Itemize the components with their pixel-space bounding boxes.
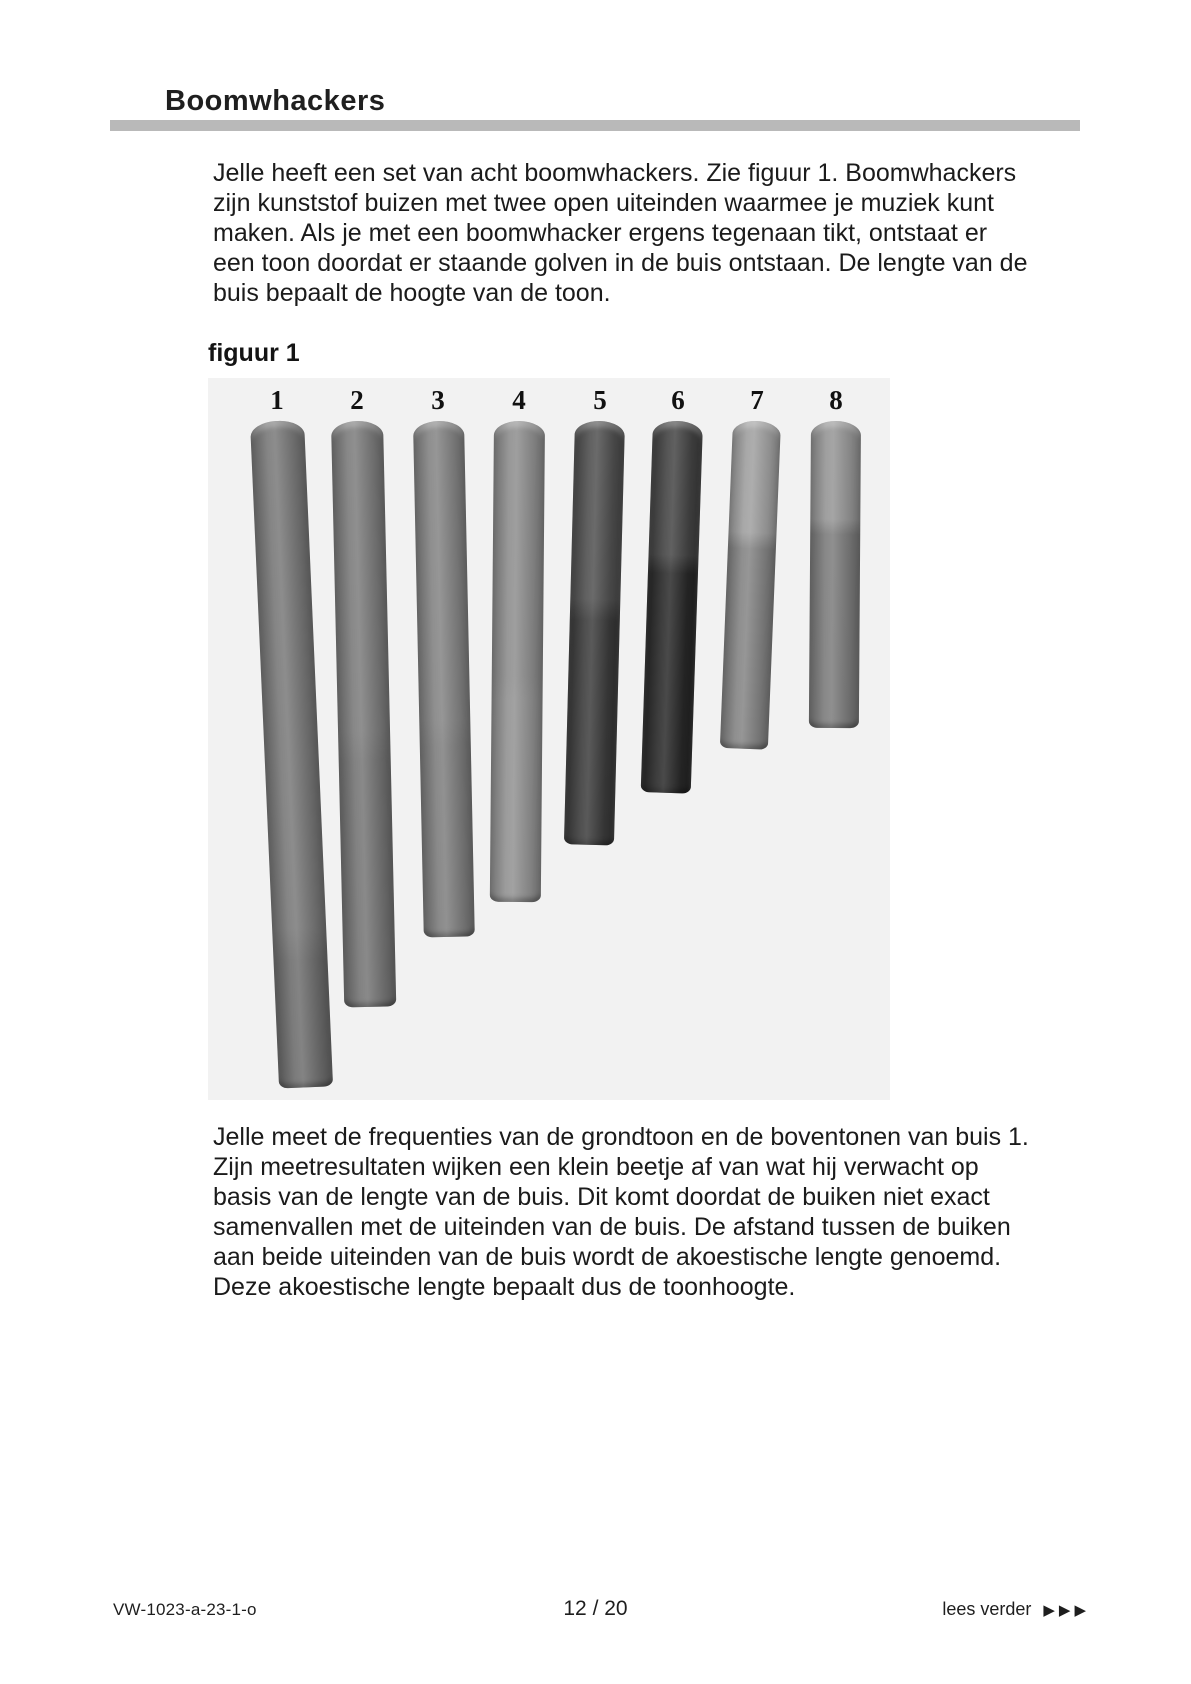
page-title: Boomwhackers [165,85,386,117]
tube-label-7: 7 [750,385,764,415]
intro-line: Jelle heeft een set van acht boomwhackers. Zie figuur 1. Boomwhackers [213,159,1017,187]
boomwhacker-tube-4 [489,421,544,902]
forward-arrows-icon: ▶▶▶ [1043,1602,1090,1619]
boomwhacker-tube-1 [250,420,333,1089]
body-paragraph [213,1122,1043,1302]
intro-line: buis bepaalt de hoogte van de toon. [213,279,611,307]
tube-label-1: 1 [270,385,284,415]
figure-1-boomwhackers-photo [208,378,890,1100]
body-line: Deze akoestische lengte bepaalt dus de toonhoogte. [213,1273,796,1301]
body-line: Jelle meet de frequenties van de grondtoon en de boventonen van buis 1. [213,1123,1029,1151]
body-line: aan beide uiteinden van de buis wordt de akoestische lengte genoemd. [213,1243,1002,1271]
title-divider [110,120,1080,131]
intro-line: een toon doordat er staande golven in de buis ontstaan. De lengte van de [213,249,1028,277]
body-line: Zijn meetresultaten wijken een klein beetje af van wat hij verwacht op [213,1153,979,1181]
boomwhacker-tube-7 [720,420,781,750]
tube-label-5: 5 [593,385,607,415]
tube-label-2: 2 [350,385,364,415]
tube-label-6: 6 [671,385,685,415]
continue-label: lees verder [942,1599,1032,1619]
intro-line: maken. Als je met een boomwhacker ergens tegenaan tikt, ontstaat er [213,219,988,247]
document-code: VW-1023-a-23-1-o [113,1600,257,1619]
boomwhacker-tube-8 [809,421,861,728]
body-line: samenvallen met de uiteinden van de buis. De afstand tussen de buiken [213,1213,1011,1241]
tube-label-8: 8 [829,385,843,415]
tube-label-3: 3 [431,385,445,415]
figure-caption: figuur 1 [208,339,300,367]
intro-paragraph [213,158,1043,308]
intro-line: zijn kunststof buizen met twee open uiteinden waarmee je muziek kunt [213,189,994,217]
boomwhacker-tube-5 [564,420,625,845]
continue-notice [942,1599,1090,1620]
body-line: basis van de lengte van de buis. Dit komt doordat de buiken niet exact [213,1183,990,1211]
page-footer [0,1596,1191,1626]
page-number: 12 / 20 [563,1597,628,1620]
boomwhacker-tube-6 [641,420,703,793]
tube-label-4: 4 [512,385,526,415]
boomwhacker-tube-2 [331,420,396,1007]
boomwhacker-tube-3 [413,420,475,937]
